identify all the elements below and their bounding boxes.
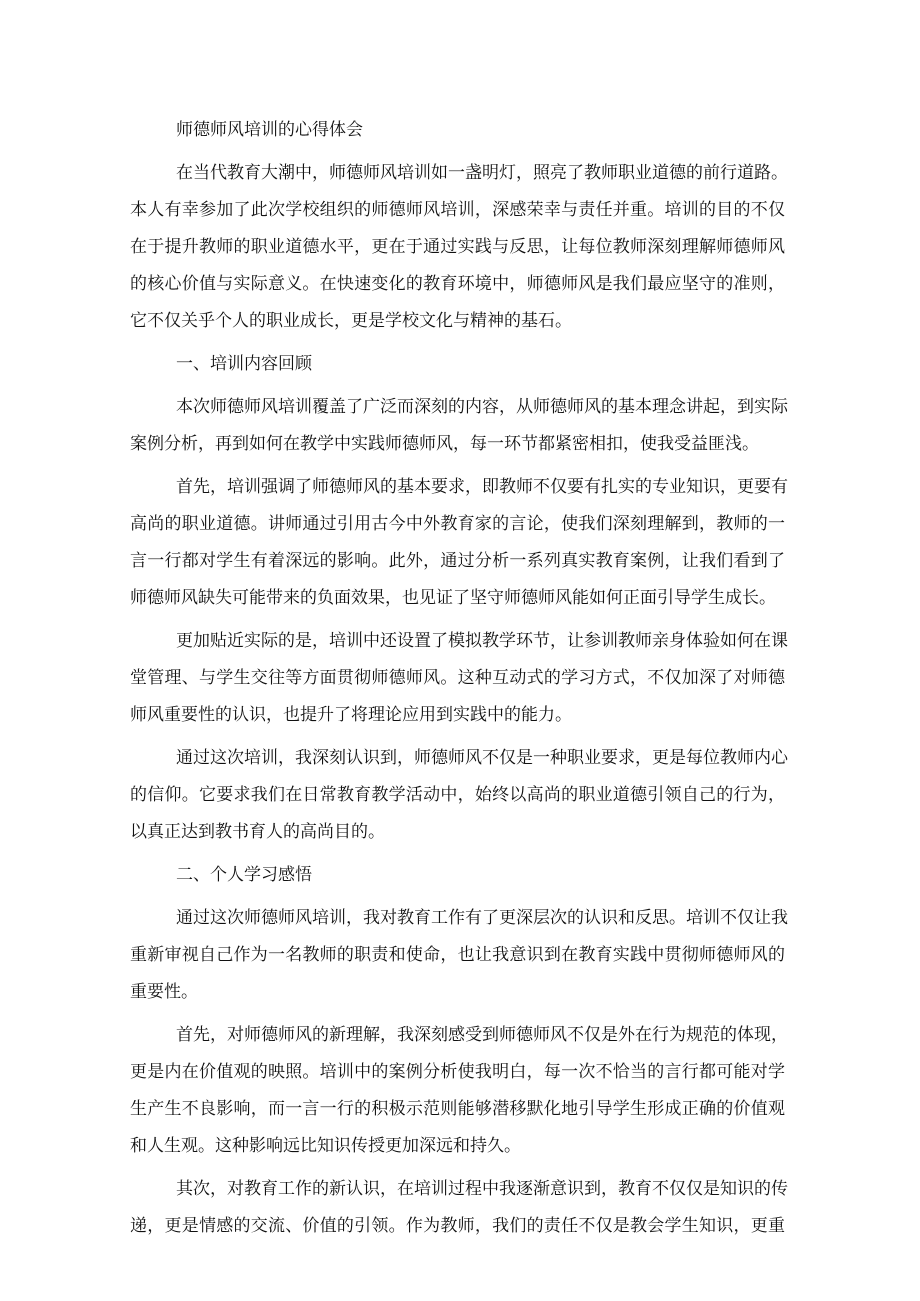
text-line: 更是内在价值观的映照。培训中的案例分析使我明白，每一次不恰当的言行都可能对学 — [130, 1062, 785, 1082]
text-line: 二、个人学习感悟 — [176, 865, 312, 885]
text-line: 的信仰。它要求我们在日常教育教学活动中，始终以高尚的职业道德引领自己的行为， — [130, 785, 785, 805]
text-line: 通过这次培训，我深刻认识到，师德师风不仅是一种职业要求，更是每位教师内心 — [176, 748, 788, 768]
body-paragraph — [130, 155, 788, 340]
text-line: 一、培训内容回顾 — [176, 354, 312, 374]
section-heading — [130, 857, 785, 894]
text-line: 案例分析，再到如何在教学中实践师德师风，每一环节都紧密相扣，使我受益匪浅。 — [130, 434, 759, 454]
body-paragraph — [130, 1171, 788, 1245]
text-line: 重要性。 — [130, 982, 198, 1002]
text-line: 言一行都对学生有着深远的影响。此外，通过分析一系列真实教育案例，让我们看到了 — [130, 551, 785, 571]
text-line: 它不仅关乎个人的职业成长，更是学校文化与精神的基石。 — [130, 311, 572, 331]
text-line: 高尚的职业道德。讲师通过引用古今中外教育家的言论，使我们深刻理解到，教师的一 — [130, 514, 785, 534]
text-line: 首先，对师德师风的新理解，我深刻感受到师德师风不仅是外在行为规范的体现， — [176, 1025, 788, 1045]
body-paragraph — [130, 1017, 788, 1165]
text-line: 更加贴近实际的是，培训中还设置了模拟教学环节，让参训教师亲身体验如何在课 — [176, 631, 788, 651]
text-line: 本人有幸参加了此次学校组织的师德师风培训，深感荣幸与责任并重。培训的目的不仅 — [130, 200, 785, 220]
text-line: 生产生不良影响，而一言一行的积极示范则能够潜移默化地引导学生形成正确的价值观 — [130, 1099, 785, 1119]
body-paragraph — [130, 623, 788, 734]
text-line: 以真正达到教书育人的高尚目的。 — [130, 822, 385, 842]
body-paragraph — [130, 740, 788, 851]
text-line: 的核心价值与实际意义。在快速变化的教育环境中，师德师风是我们最应坚守的准则， — [130, 274, 785, 294]
text-line: 堂管理、与学生交往等方面贯彻师德师风。这种互动式的学习方式，不仅加深了对师德 — [130, 668, 785, 688]
text-line: 和人生观。这种影响远比知识传授更加深远和持久。 — [130, 1136, 521, 1156]
text-line: 通过这次师德师风培训，我对教育工作有了更深层次的认识和反思。培训不仅让我 — [176, 908, 788, 928]
document-page — [130, 112, 788, 1251]
text-line: 其次，对教育工作的新认识，在培训过程中我逐渐意识到，教育不仅仅是知识的传 — [176, 1179, 788, 1199]
title-text: 师德师风培训的心得体会 — [176, 120, 363, 140]
text-line: 首先，培训强调了师德师风的基本要求，即教师不仅要有扎实的专业知识，更要有 — [176, 477, 788, 497]
document-title — [130, 112, 785, 149]
section-heading — [130, 346, 785, 383]
body-paragraph — [130, 389, 788, 463]
text-line: 在于提升教师的职业道德水平，更在于通过实践与反思，让每位教师深刻理解师德师风 — [130, 237, 785, 257]
text-line: 在当代教育大潮中，师德师风培训如一盏明灯，照亮了教师职业道德的前行道路。 — [176, 163, 788, 183]
body-paragraph — [130, 900, 788, 1011]
body-paragraph — [130, 469, 788, 617]
text-line: 重新审视自己作为一名教师的职责和使命，也让我意识到在教育实践中贯彻师德师风的 — [130, 945, 785, 965]
document-body — [130, 155, 788, 1245]
text-line: 递，更是情感的交流、价值的引领。作为教师，我们的责任不仅是教会学生知识，更重 — [130, 1216, 785, 1236]
text-line: 师德师风缺失可能带来的负面效果，也见证了坚守师德师风能如何正面引导学生成长。 — [130, 588, 776, 608]
text-line: 本次师德师风培训覆盖了广泛而深刻的内容，从师德师风的基本理念讲起，到实际 — [176, 397, 788, 417]
text-line: 师风重要性的认识，也提升了将理论应用到实践中的能力。 — [130, 705, 572, 725]
